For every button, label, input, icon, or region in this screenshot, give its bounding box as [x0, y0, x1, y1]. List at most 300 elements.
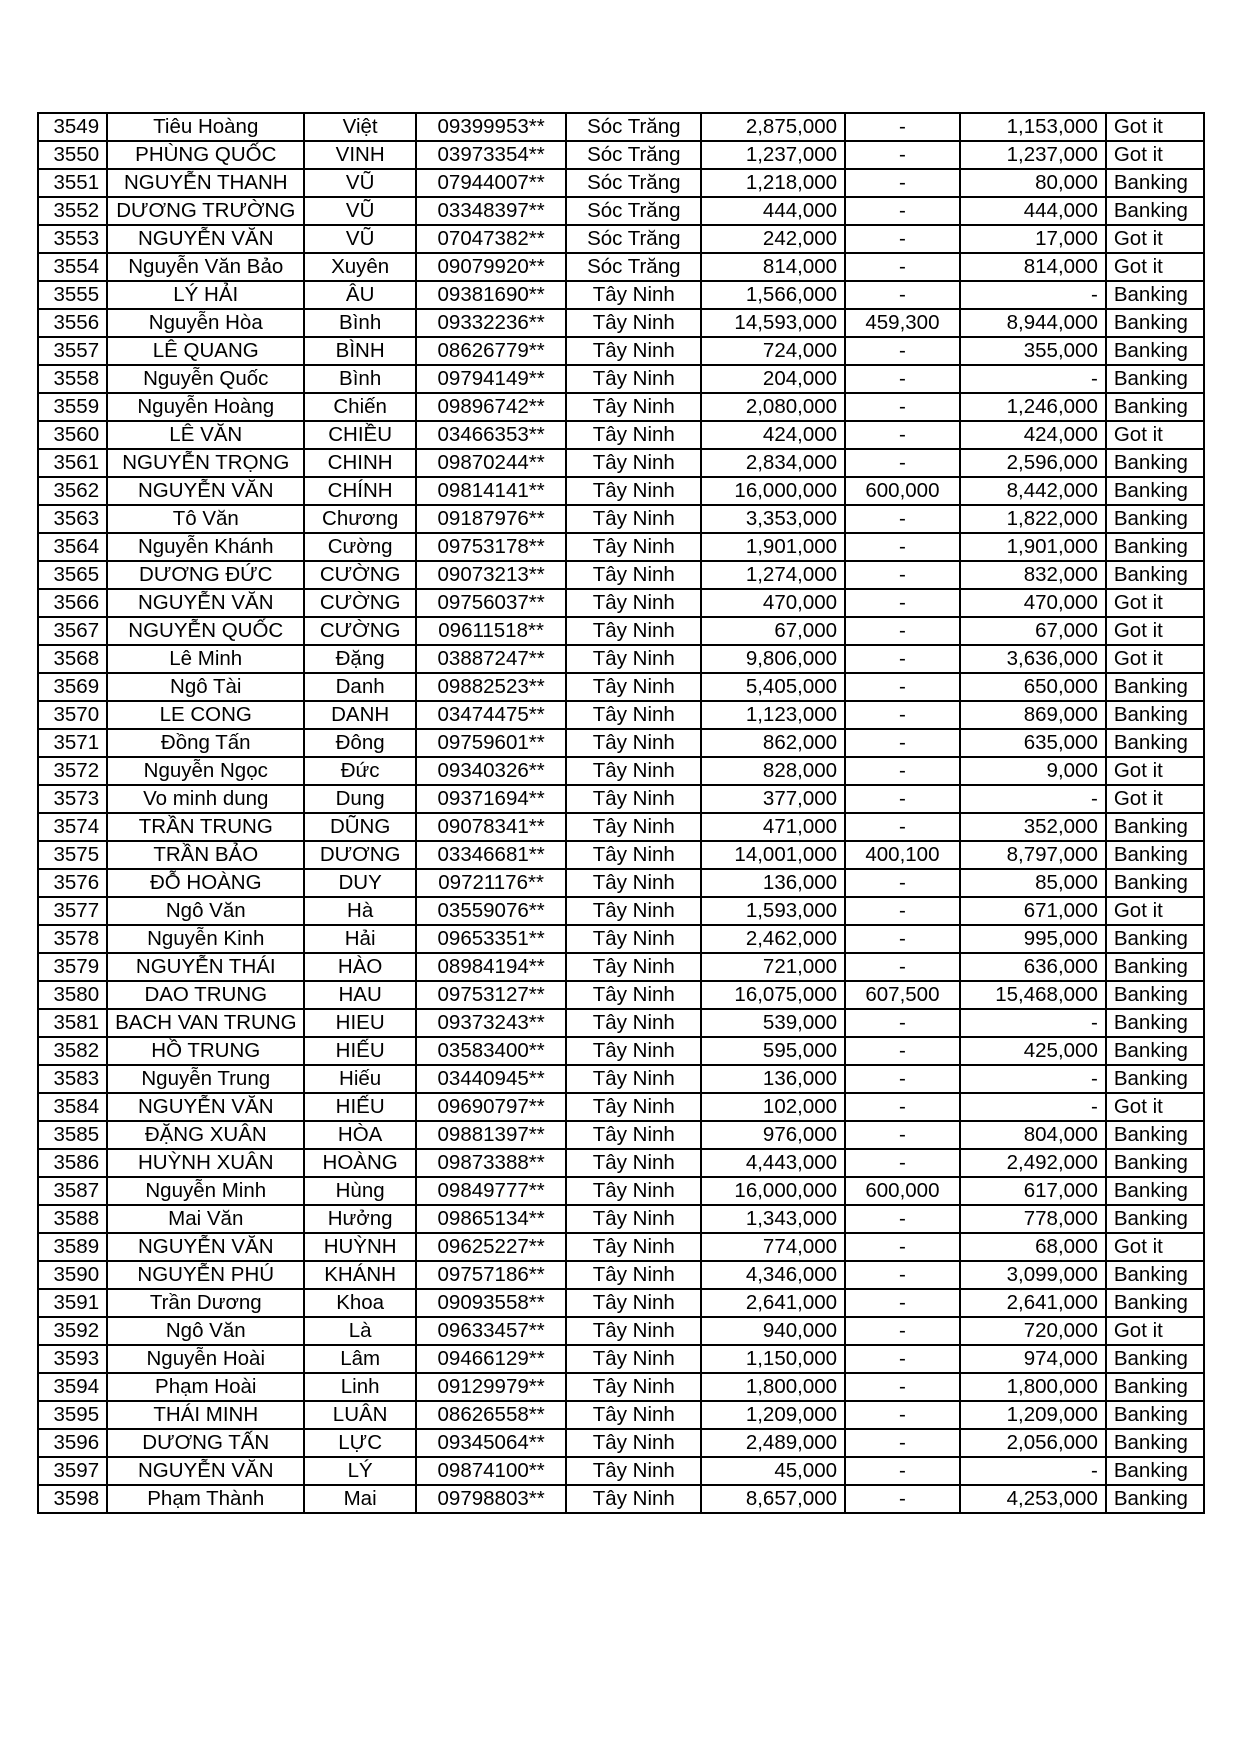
- province-cell: Tây Ninh: [566, 813, 701, 841]
- phone-cell: 09873388**: [416, 1149, 566, 1177]
- surname-cell: HUỲNH XUÂN: [107, 1149, 304, 1177]
- table-row: [38, 1093, 1204, 1121]
- row-number-cell: 3571: [38, 729, 107, 757]
- table-row: [38, 533, 1204, 561]
- given-name-cell: Danh: [304, 673, 415, 701]
- method-cell: Got it: [1106, 617, 1204, 645]
- phone-cell: 09849777**: [416, 1177, 566, 1205]
- amount-cell: 444,000: [701, 197, 845, 225]
- row-number-cell: 3566: [38, 589, 107, 617]
- table-row: [38, 757, 1204, 785]
- method-cell: Got it: [1106, 225, 1204, 253]
- table-row: [38, 1345, 1204, 1373]
- table-row: [38, 505, 1204, 533]
- given-name-cell: HIEU: [304, 1009, 415, 1037]
- phone-cell: 09332236**: [416, 309, 566, 337]
- amount-cell: 45,000: [701, 1457, 845, 1485]
- surname-cell: Nguyễn Ngọc: [107, 757, 304, 785]
- deduction-cell: -: [845, 953, 960, 981]
- amount-cell: 14,001,000: [701, 841, 845, 869]
- province-cell: Tây Ninh: [566, 953, 701, 981]
- row-number-cell: 3582: [38, 1037, 107, 1065]
- method-cell: Got it: [1106, 141, 1204, 169]
- balance-cell: 8,797,000: [960, 841, 1106, 869]
- surname-cell: NGUYỄN VĂN: [107, 1233, 304, 1261]
- method-cell: Got it: [1106, 1093, 1204, 1121]
- phone-cell: 03559076**: [416, 897, 566, 925]
- amount-cell: 2,489,000: [701, 1429, 845, 1457]
- deduction-cell: -: [845, 225, 960, 253]
- amount-cell: 4,346,000: [701, 1261, 845, 1289]
- row-number-cell: 3597: [38, 1457, 107, 1485]
- deduction-cell: -: [845, 1149, 960, 1177]
- deduction-cell: -: [845, 1233, 960, 1261]
- amount-cell: 1,123,000: [701, 701, 845, 729]
- balance-cell: 470,000: [960, 589, 1106, 617]
- deduction-cell: -: [845, 141, 960, 169]
- amount-cell: 2,641,000: [701, 1289, 845, 1317]
- surname-cell: DƯƠNG ĐỨC: [107, 561, 304, 589]
- balance-cell: 2,641,000: [960, 1289, 1106, 1317]
- method-cell: Banking: [1106, 309, 1204, 337]
- deduction-cell: -: [845, 1121, 960, 1149]
- deduction-cell: 600,000: [845, 1177, 960, 1205]
- surname-cell: Nguyễn Hoàng: [107, 393, 304, 421]
- balance-cell: 15,468,000: [960, 981, 1106, 1009]
- province-cell: Tây Ninh: [566, 1233, 701, 1261]
- method-cell: Got it: [1106, 785, 1204, 813]
- method-cell: Banking: [1106, 1261, 1204, 1289]
- row-number-cell: 3592: [38, 1317, 107, 1345]
- phone-cell: 08626779**: [416, 337, 566, 365]
- row-number-cell: 3581: [38, 1009, 107, 1037]
- balance-cell: -: [960, 1457, 1106, 1485]
- row-number-cell: 3551: [38, 169, 107, 197]
- amount-cell: 16,075,000: [701, 981, 845, 1009]
- balance-cell: 1,822,000: [960, 505, 1106, 533]
- province-cell: Tây Ninh: [566, 869, 701, 897]
- amount-cell: 136,000: [701, 869, 845, 897]
- given-name-cell: Hải: [304, 925, 415, 953]
- province-cell: Tây Ninh: [566, 1205, 701, 1233]
- province-cell: Tây Ninh: [566, 981, 701, 1009]
- phone-cell: 09756037**: [416, 589, 566, 617]
- balance-cell: 85,000: [960, 869, 1106, 897]
- amount-cell: 9,806,000: [701, 645, 845, 673]
- amount-cell: 1,566,000: [701, 281, 845, 309]
- row-number-cell: 3557: [38, 337, 107, 365]
- balance-cell: 778,000: [960, 1205, 1106, 1233]
- amount-cell: 8,657,000: [701, 1485, 845, 1513]
- method-cell: Banking: [1106, 673, 1204, 701]
- surname-cell: Nguyễn Kinh: [107, 925, 304, 953]
- amount-cell: 102,000: [701, 1093, 845, 1121]
- given-name-cell: HIẾU: [304, 1093, 415, 1121]
- given-name-cell: CƯỜNG: [304, 589, 415, 617]
- surname-cell: Nguyễn Hoài: [107, 1345, 304, 1373]
- given-name-cell: LỰC: [304, 1429, 415, 1457]
- province-cell: Tây Ninh: [566, 561, 701, 589]
- row-number-cell: 3559: [38, 393, 107, 421]
- method-cell: Got it: [1106, 757, 1204, 785]
- method-cell: Got it: [1106, 897, 1204, 925]
- given-name-cell: Đặng: [304, 645, 415, 673]
- surname-cell: THÁI MINH: [107, 1401, 304, 1429]
- data-table: [37, 112, 1205, 1514]
- method-cell: Banking: [1106, 337, 1204, 365]
- deduction-cell: 607,500: [845, 981, 960, 1009]
- phone-cell: 09721176**: [416, 869, 566, 897]
- method-cell: Got it: [1106, 421, 1204, 449]
- table-row: [38, 673, 1204, 701]
- row-number-cell: 3575: [38, 841, 107, 869]
- balance-cell: 974,000: [960, 1345, 1106, 1373]
- given-name-cell: ÂU: [304, 281, 415, 309]
- deduction-cell: 400,100: [845, 841, 960, 869]
- method-cell: Banking: [1106, 925, 1204, 953]
- table-row: [38, 1429, 1204, 1457]
- surname-cell: Phạm Hoài: [107, 1373, 304, 1401]
- phone-cell: 03474475**: [416, 701, 566, 729]
- given-name-cell: CƯỜNG: [304, 617, 415, 645]
- table-row: [38, 785, 1204, 813]
- deduction-cell: -: [845, 197, 960, 225]
- row-number-cell: 3563: [38, 505, 107, 533]
- row-number-cell: 3565: [38, 561, 107, 589]
- province-cell: Sóc Trăng: [566, 141, 701, 169]
- table-row: [38, 449, 1204, 477]
- method-cell: Banking: [1106, 1485, 1204, 1513]
- province-cell: Sóc Trăng: [566, 225, 701, 253]
- balance-cell: -: [960, 1009, 1106, 1037]
- amount-cell: 4,443,000: [701, 1149, 845, 1177]
- deduction-cell: -: [845, 1037, 960, 1065]
- province-cell: Tây Ninh: [566, 1401, 701, 1429]
- amount-cell: 1,593,000: [701, 897, 845, 925]
- amount-cell: 5,405,000: [701, 673, 845, 701]
- surname-cell: DƯƠNG TRƯỜNG: [107, 197, 304, 225]
- phone-cell: 08984194**: [416, 953, 566, 981]
- method-cell: Banking: [1106, 841, 1204, 869]
- table-row: [38, 365, 1204, 393]
- row-number-cell: 3568: [38, 645, 107, 673]
- method-cell: Banking: [1106, 1429, 1204, 1457]
- given-name-cell: Bình: [304, 309, 415, 337]
- row-number-cell: 3572: [38, 757, 107, 785]
- table-row: [38, 813, 1204, 841]
- surname-cell: NGUYỄN VĂN: [107, 1093, 304, 1121]
- table-row: [38, 1121, 1204, 1149]
- phone-cell: 09079920**: [416, 253, 566, 281]
- deduction-cell: -: [845, 729, 960, 757]
- given-name-cell: HIẾU: [304, 1037, 415, 1065]
- given-name-cell: HAU: [304, 981, 415, 1009]
- deduction-cell: -: [845, 925, 960, 953]
- surname-cell: Vo minh dung: [107, 785, 304, 813]
- province-cell: Sóc Trăng: [566, 113, 701, 141]
- table-row: [38, 701, 1204, 729]
- table-row: [38, 421, 1204, 449]
- method-cell: Banking: [1106, 561, 1204, 589]
- balance-cell: 8,944,000: [960, 309, 1106, 337]
- method-cell: Banking: [1106, 1037, 1204, 1065]
- balance-cell: 1,237,000: [960, 141, 1106, 169]
- given-name-cell: HOÀNG: [304, 1149, 415, 1177]
- method-cell: Banking: [1106, 505, 1204, 533]
- table-body: [38, 113, 1204, 1513]
- row-number-cell: 3573: [38, 785, 107, 813]
- province-cell: Tây Ninh: [566, 365, 701, 393]
- deduction-cell: -: [845, 1205, 960, 1233]
- surname-cell: NGUYỄN THANH: [107, 169, 304, 197]
- given-name-cell: DUY: [304, 869, 415, 897]
- given-name-cell: Bình: [304, 365, 415, 393]
- amount-cell: 1,343,000: [701, 1205, 845, 1233]
- phone-cell: 09814141**: [416, 477, 566, 505]
- amount-cell: 242,000: [701, 225, 845, 253]
- method-cell: Banking: [1106, 1149, 1204, 1177]
- province-cell: Tây Ninh: [566, 617, 701, 645]
- province-cell: Sóc Trăng: [566, 197, 701, 225]
- given-name-cell: LUÂN: [304, 1401, 415, 1429]
- province-cell: Tây Ninh: [566, 589, 701, 617]
- table-row: [38, 1261, 1204, 1289]
- table-row: [38, 925, 1204, 953]
- phone-cell: 03973354**: [416, 141, 566, 169]
- deduction-cell: -: [845, 1289, 960, 1317]
- method-cell: Banking: [1106, 1009, 1204, 1037]
- amount-cell: 2,462,000: [701, 925, 845, 953]
- table-row: [38, 589, 1204, 617]
- balance-cell: 425,000: [960, 1037, 1106, 1065]
- deduction-cell: -: [845, 365, 960, 393]
- row-number-cell: 3574: [38, 813, 107, 841]
- province-cell: Tây Ninh: [566, 1317, 701, 1345]
- deduction-cell: -: [845, 113, 960, 141]
- given-name-cell: CHINH: [304, 449, 415, 477]
- balance-cell: 1,209,000: [960, 1401, 1106, 1429]
- surname-cell: NGUYỄN VĂN: [107, 477, 304, 505]
- row-number-cell: 3567: [38, 617, 107, 645]
- province-cell: Tây Ninh: [566, 1037, 701, 1065]
- table-row: [38, 869, 1204, 897]
- deduction-cell: -: [845, 897, 960, 925]
- phone-cell: 03466353**: [416, 421, 566, 449]
- amount-cell: 2,080,000: [701, 393, 845, 421]
- table-row: [38, 393, 1204, 421]
- balance-cell: 4,253,000: [960, 1485, 1106, 1513]
- province-cell: Tây Ninh: [566, 729, 701, 757]
- surname-cell: LE CONG: [107, 701, 304, 729]
- given-name-cell: KHÁNH: [304, 1261, 415, 1289]
- province-cell: Tây Ninh: [566, 281, 701, 309]
- province-cell: Tây Ninh: [566, 841, 701, 869]
- amount-cell: 16,000,000: [701, 1177, 845, 1205]
- deduction-cell: -: [845, 449, 960, 477]
- surname-cell: Nguyễn Hòa: [107, 309, 304, 337]
- province-cell: Tây Ninh: [566, 1065, 701, 1093]
- province-cell: Tây Ninh: [566, 309, 701, 337]
- method-cell: Banking: [1106, 533, 1204, 561]
- balance-cell: 355,000: [960, 337, 1106, 365]
- province-cell: Tây Ninh: [566, 505, 701, 533]
- row-number-cell: 3588: [38, 1205, 107, 1233]
- surname-cell: Ngô Tài: [107, 673, 304, 701]
- given-name-cell: Lâm: [304, 1345, 415, 1373]
- phone-cell: 03583400**: [416, 1037, 566, 1065]
- province-cell: Tây Ninh: [566, 1121, 701, 1149]
- row-number-cell: 3555: [38, 281, 107, 309]
- given-name-cell: Dung: [304, 785, 415, 813]
- surname-cell: Lê Minh: [107, 645, 304, 673]
- table-row: [38, 309, 1204, 337]
- deduction-cell: -: [845, 785, 960, 813]
- amount-cell: 2,834,000: [701, 449, 845, 477]
- given-name-cell: Mai: [304, 1485, 415, 1513]
- row-number-cell: 3590: [38, 1261, 107, 1289]
- method-cell: Got it: [1106, 645, 1204, 673]
- amount-cell: 976,000: [701, 1121, 845, 1149]
- given-name-cell: CHIỀU: [304, 421, 415, 449]
- method-cell: Banking: [1106, 1065, 1204, 1093]
- amount-cell: 814,000: [701, 253, 845, 281]
- phone-cell: 09753127**: [416, 981, 566, 1009]
- phone-cell: 09093558**: [416, 1289, 566, 1317]
- deduction-cell: -: [845, 1485, 960, 1513]
- deduction-cell: -: [845, 281, 960, 309]
- given-name-cell: DANH: [304, 701, 415, 729]
- given-name-cell: Xuyên: [304, 253, 415, 281]
- deduction-cell: -: [845, 1065, 960, 1093]
- row-number-cell: 3577: [38, 897, 107, 925]
- phone-cell: 07047382**: [416, 225, 566, 253]
- phone-cell: 09129979**: [416, 1373, 566, 1401]
- province-cell: Tây Ninh: [566, 1429, 701, 1457]
- surname-cell: Nguyễn Văn Bảo: [107, 253, 304, 281]
- surname-cell: NGUYỄN THÁI: [107, 953, 304, 981]
- amount-cell: 14,593,000: [701, 309, 845, 337]
- deduction-cell: -: [845, 505, 960, 533]
- row-number-cell: 3550: [38, 141, 107, 169]
- surname-cell: BACH VAN TRUNG: [107, 1009, 304, 1037]
- amount-cell: 1,218,000: [701, 169, 845, 197]
- table-row: [38, 225, 1204, 253]
- given-name-cell: LÝ: [304, 1457, 415, 1485]
- amount-cell: 136,000: [701, 1065, 845, 1093]
- row-number-cell: 3585: [38, 1121, 107, 1149]
- given-name-cell: Cường: [304, 533, 415, 561]
- amount-cell: 1,209,000: [701, 1401, 845, 1429]
- table-row: [38, 729, 1204, 757]
- deduction-cell: -: [845, 337, 960, 365]
- row-number-cell: 3580: [38, 981, 107, 1009]
- row-number-cell: 3587: [38, 1177, 107, 1205]
- phone-cell: 09373243**: [416, 1009, 566, 1037]
- given-name-cell: DƯƠNG: [304, 841, 415, 869]
- province-cell: Tây Ninh: [566, 421, 701, 449]
- deduction-cell: -: [845, 1457, 960, 1485]
- province-cell: Tây Ninh: [566, 1261, 701, 1289]
- phone-cell: 09625227**: [416, 1233, 566, 1261]
- phone-cell: 09381690**: [416, 281, 566, 309]
- table-row: [38, 1485, 1204, 1513]
- row-number-cell: 3579: [38, 953, 107, 981]
- deduction-cell: -: [845, 645, 960, 673]
- phone-cell: 09757186**: [416, 1261, 566, 1289]
- balance-cell: 1,800,000: [960, 1373, 1106, 1401]
- surname-cell: Nguyễn Trung: [107, 1065, 304, 1093]
- phone-cell: 08626558**: [416, 1401, 566, 1429]
- phone-cell: 09399953**: [416, 113, 566, 141]
- balance-cell: 9,000: [960, 757, 1106, 785]
- balance-cell: 804,000: [960, 1121, 1106, 1149]
- deduction-cell: -: [845, 169, 960, 197]
- phone-cell: 09187976**: [416, 505, 566, 533]
- province-cell: Tây Ninh: [566, 449, 701, 477]
- phone-cell: 03346681**: [416, 841, 566, 869]
- row-number-cell: 3591: [38, 1289, 107, 1317]
- table-row: [38, 1317, 1204, 1345]
- table-row: [38, 645, 1204, 673]
- amount-cell: 377,000: [701, 785, 845, 813]
- phone-cell: 09753178**: [416, 533, 566, 561]
- amount-cell: 424,000: [701, 421, 845, 449]
- deduction-cell: 459,300: [845, 309, 960, 337]
- surname-cell: TRẦN BẢO: [107, 841, 304, 869]
- phone-cell: 07944007**: [416, 169, 566, 197]
- province-cell: Tây Ninh: [566, 1093, 701, 1121]
- table-row: [38, 1401, 1204, 1429]
- deduction-cell: -: [845, 757, 960, 785]
- phone-cell: 03348397**: [416, 197, 566, 225]
- given-name-cell: Chiến: [304, 393, 415, 421]
- balance-cell: 720,000: [960, 1317, 1106, 1345]
- table-row: [38, 1149, 1204, 1177]
- table-row: [38, 281, 1204, 309]
- surname-cell: NGUYỄN QUỐC: [107, 617, 304, 645]
- deduction-cell: -: [845, 253, 960, 281]
- province-cell: Tây Ninh: [566, 1485, 701, 1513]
- province-cell: Tây Ninh: [566, 925, 701, 953]
- deduction-cell: -: [845, 1261, 960, 1289]
- given-name-cell: Hùng: [304, 1177, 415, 1205]
- given-name-cell: CHÍNH: [304, 477, 415, 505]
- phone-cell: 09690797**: [416, 1093, 566, 1121]
- province-cell: Tây Ninh: [566, 1345, 701, 1373]
- table-row: [38, 253, 1204, 281]
- row-number-cell: 3576: [38, 869, 107, 897]
- method-cell: Banking: [1106, 729, 1204, 757]
- surname-cell: Tô Văn: [107, 505, 304, 533]
- balance-cell: 869,000: [960, 701, 1106, 729]
- balance-cell: 17,000: [960, 225, 1106, 253]
- deduction-cell: -: [845, 673, 960, 701]
- phone-cell: 09874100**: [416, 1457, 566, 1485]
- surname-cell: NGUYỄN PHÚ: [107, 1261, 304, 1289]
- phone-cell: 09881397**: [416, 1121, 566, 1149]
- balance-cell: 3,099,000: [960, 1261, 1106, 1289]
- row-number-cell: 3593: [38, 1345, 107, 1373]
- province-cell: Tây Ninh: [566, 1373, 701, 1401]
- given-name-cell: Khoa: [304, 1289, 415, 1317]
- balance-cell: 3,636,000: [960, 645, 1106, 673]
- amount-cell: 16,000,000: [701, 477, 845, 505]
- row-number-cell: 3586: [38, 1149, 107, 1177]
- phone-cell: 09870244**: [416, 449, 566, 477]
- surname-cell: DƯƠNG TẤN: [107, 1429, 304, 1457]
- given-name-cell: Chương: [304, 505, 415, 533]
- surname-cell: HỒ TRUNG: [107, 1037, 304, 1065]
